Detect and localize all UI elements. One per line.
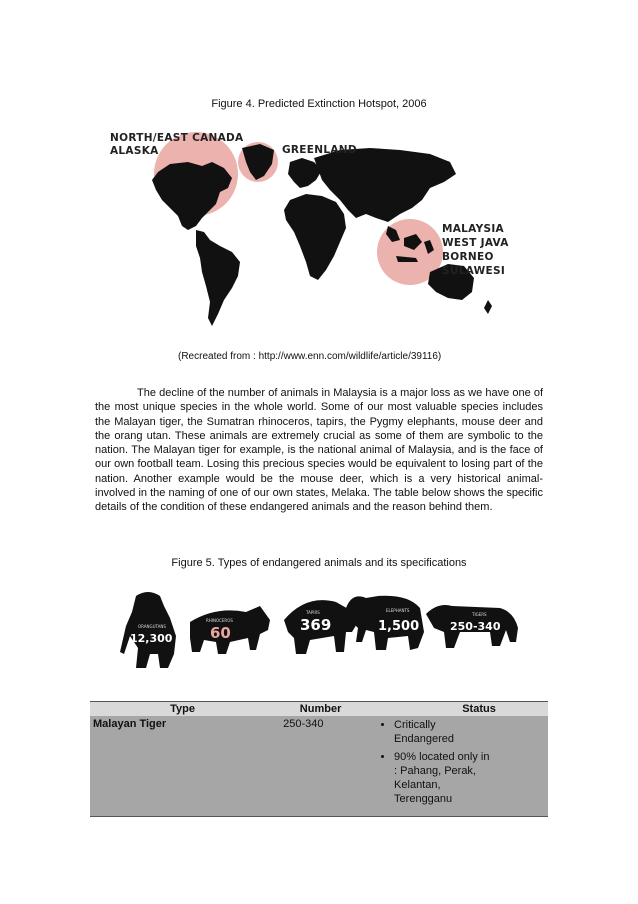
- endangered-animals-table: [90, 701, 548, 817]
- cell-type: Malayan Tiger: [90, 716, 275, 817]
- label-sulawesi: SULAWESI: [442, 265, 506, 277]
- status-list: [366, 718, 545, 806]
- animal-name-tigers: TIGERS: [472, 612, 487, 617]
- figure-5-caption: Figure 5. Types of endangered animals and its specifications: [171, 557, 467, 569]
- map-source: (Recreated from : http://www.enn.com/wildlife/article/39116): [178, 351, 442, 362]
- orangutan-silhouette: [120, 592, 176, 668]
- label-greenland: GREENLAND: [282, 144, 357, 156]
- header-number: Number: [275, 702, 366, 717]
- extinction-hotspot-map: [100, 122, 530, 340]
- label-west-java: WEST JAVA: [442, 237, 509, 249]
- animal-name-orangutans: ORANGUTANS: [138, 624, 166, 629]
- animal-count-orangutans: 12,300: [130, 632, 173, 645]
- animal-name-rhinoceros: RHINOCEROS: [206, 618, 233, 623]
- label-alaska: ALASKA: [110, 145, 159, 157]
- status-item: • Critically Endangered: [394, 718, 478, 746]
- label-north-east-canada: NORTH/EAST CANADA: [110, 132, 244, 144]
- cell-number: 250-340: [275, 716, 366, 817]
- cell-status: [366, 716, 548, 817]
- animal-count-elephants: 1,500: [378, 619, 420, 634]
- animal-name-elephants: ELEPHANTS: [386, 608, 410, 613]
- animal-count-tapirs: 369: [300, 616, 332, 634]
- animal-count-tigers: 250-340: [450, 620, 501, 633]
- endangered-animals-infographic: [120, 588, 520, 670]
- body-paragraph: The decline of the number of animals in Malaysia is a major loss as we have one of the most unique species in the whole world. Some of our most valuable species includes the Malayan tiger, the Sumatran rhinoceros, tapirs, the Pygmy elephants, mouse deer and the orang utan. These animals are extremely crucial as some of them are symbolic to the nation. The Malayan tiger for example, is the national animal of Malaysia, and is the face of our own football team. Losing this precious species would be equivalent to losing part of the nation. Another example would be the mouse deer, which is a very historical animal- involved in the naming of one of our own states, Melaka. The table below shows the specific details of the condition of these endangered animals and the reason behind them.: [95, 387, 543, 514]
- label-malaysia: MALAYSIA: [442, 223, 504, 235]
- figure-4-caption: Figure 4. Predicted Extinction Hotspot, 2006: [211, 98, 427, 110]
- table-row: [90, 716, 548, 817]
- header-status: Status: [366, 702, 548, 717]
- animal-count-rhinoceros: 60: [210, 624, 231, 642]
- animal-name-tapirs: TAPIRS: [306, 610, 320, 615]
- status-item: • 90% located only in : Pahang, Perak, Kelantan, Terengganu: [394, 750, 490, 806]
- header-type: Type: [90, 702, 275, 717]
- label-borneo: BORNEO: [442, 251, 494, 263]
- table-header-row: [90, 702, 548, 717]
